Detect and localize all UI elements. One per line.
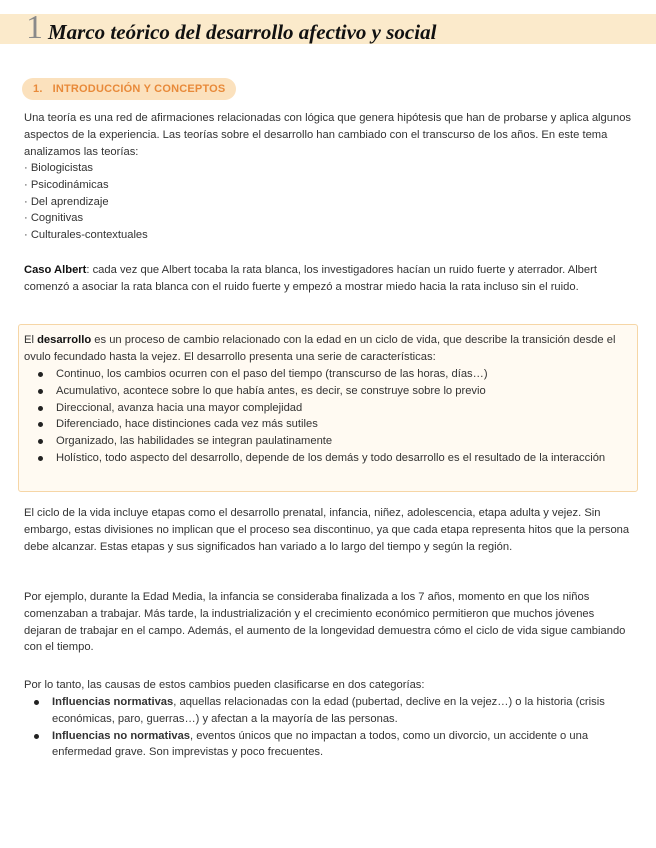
chapter-header (0, 9, 656, 46)
desarrollo-paragraph (24, 332, 632, 366)
causa-label: Influencias normativas (52, 696, 174, 708)
section-number: 1. (33, 83, 43, 95)
list-item: · Cognitivas (24, 212, 84, 225)
caso-albert-paragraph (24, 262, 632, 296)
list-item: · Biologicistas (24, 162, 94, 174)
caso-albert-text: : cada vez que Albert tocaba la rata blanca, los investigadores hacían un ruido fuerte y aterrador. Albert comenzó a asociar la rata blanca con el ruido fuerte y empezó a mostrar miedo hacia la rata incluso sin el ruido. (24, 264, 597, 293)
characteristics-list (28, 366, 628, 467)
ciclo-paragraph: El ciclo de la vida incluye etapas como el desarrollo prenatal, infancia, niñez, adolescencia, etapa adulta y vejez. Sin embargo, estas divisiones no implican que el proceso sea discontinuo, ya que cada etapa representa hitos que la persona debe alcanzar. Estas etapas y sus significados han variado a lo largo del tiempo y según la región. (24, 507, 630, 553)
causas-list (24, 694, 632, 761)
list-item: Direccional, avanza hacia una mayor complejidad (28, 400, 628, 417)
list-item: Acumulativo, acontece sobre lo que había antes, es decir, se construye sobre lo previo (28, 383, 628, 400)
list-item: · Culturales-contextuales (24, 229, 148, 242)
chapter-title: Marco teórico del desarrollo afectivo y social (48, 20, 437, 44)
intro-paragraph: Una teoría es una red de afirmaciones relacionadas con lógica que genera hipótesis que han de probarse y aplica algunos aspectos de la experiencia. Las teorías sobre el desarrollo han cambiado con el transcurso de los años. En este tema analizamos las teorías: (24, 112, 632, 158)
section-title: INTRODUCCIÓN Y CONCEPTOS (52, 83, 226, 95)
desarrollo-text: es un proceso de cambio relacionado con la edad en un ciclo de vida, que describe la transición desde el ovulo fecundado hasta la vejez. El desarrollo presenta una serie de características: (24, 334, 616, 363)
causa-text: , eventos únicos que no impactan a todos, como un divorcio, un accidente o una enfermedad grave. Son imprevistas y poco frecuentes. (52, 729, 589, 759)
list-item: Diferenciado, hace distinciones cada vez más sutiles (28, 416, 628, 433)
list-item: · Del aprendizaje (24, 195, 109, 208)
ejemplo-paragraph: Por ejemplo, durante la Edad Media, la infancia se consideraba finalizada a los 7 años, momento en que los niños comenzaban a trabajar. Más tarde, la industrialización y el crecimiento económico permitieron que muchos jóvenes dejaran de trabajar en el campo. Además, el aumento de la longevidad demuestra cómo el ciclo de vida sigue cambiando con el tiempo. (24, 591, 626, 654)
list-item: Holístico, todo aspecto del desarrollo, depende de los demás y todo desarrollo es el resultado de la interacción (28, 450, 628, 467)
desarrollo-term: desarrollo (37, 334, 92, 346)
list-item: Organizado, las habilidades se integran paulatinamente (28, 433, 628, 450)
causa-text: , aquellas relacionadas con la edad (pubertad, declive en la vejez…) o la historia (crisis económicas, paro, guerras…) y afectan a la mayoría de las personas. (52, 696, 605, 725)
chapter-number: 1 (26, 9, 43, 46)
theories-list (24, 160, 148, 244)
list-item: · Psicodinámicas (24, 178, 109, 191)
causa-label: Influencias no normativas (52, 729, 191, 742)
section-heading (22, 78, 236, 100)
list-item: Continuo, los cambios ocurren con el paso del tiempo (transcurso de las horas, días…) (28, 366, 628, 383)
caso-albert-label: Caso Albert (24, 264, 87, 276)
list-item (24, 694, 632, 728)
causas-intro: Por lo tanto, las causas de estos cambios pueden clasificarse en dos categorías: (24, 679, 425, 691)
list-item (24, 728, 632, 762)
desarrollo-pre: El (24, 334, 38, 346)
